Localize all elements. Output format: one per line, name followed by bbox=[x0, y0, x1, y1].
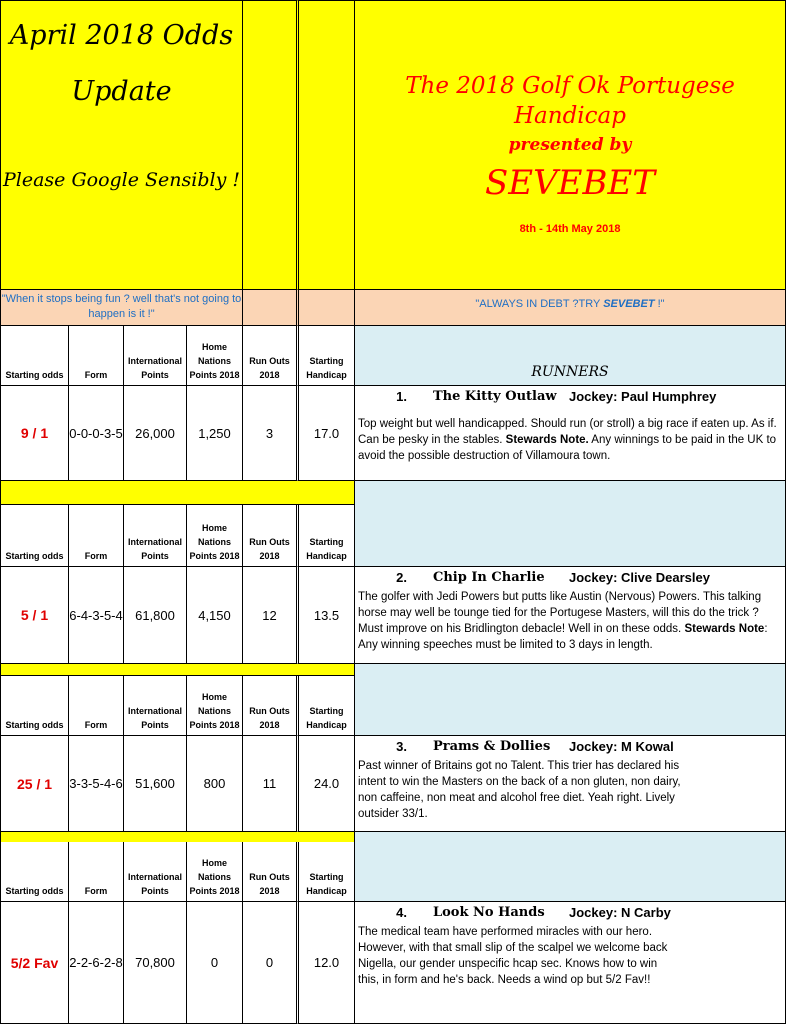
column-header-label: Form bbox=[84, 886, 108, 896]
slogan-right-suffix: !" bbox=[654, 298, 665, 310]
event-dates: 8th - 14th May 2018 bbox=[519, 223, 621, 235]
column-header-label: Run Outs 2018 bbox=[249, 537, 290, 561]
runner-intl-points: 51,600 bbox=[135, 776, 175, 791]
column-header-label: Run Outs 2018 bbox=[249, 356, 290, 380]
title-cell bbox=[0, 0, 243, 290]
runner-intl-points-cell bbox=[124, 386, 187, 481]
column-header-label: International Points bbox=[127, 537, 182, 561]
runner-jockey: Jockey: Clive Dearsley bbox=[569, 569, 710, 585]
column-header-run-outs bbox=[243, 326, 299, 386]
runner-odds-cell bbox=[0, 736, 69, 832]
runner-title bbox=[355, 567, 785, 587]
column-header-run-outs bbox=[243, 676, 299, 736]
column-header-run-outs bbox=[243, 842, 299, 902]
column-header-intl-points bbox=[124, 326, 187, 386]
runner-form-cell bbox=[69, 386, 124, 481]
runner-description bbox=[355, 756, 685, 822]
event-cell bbox=[355, 0, 786, 290]
separator-blue bbox=[355, 481, 786, 505]
runner-intl-points: 26,000 bbox=[135, 425, 175, 441]
runner-intl-points-cell bbox=[124, 902, 187, 1024]
runner-number: 2. bbox=[396, 569, 407, 585]
runners-header-cell bbox=[355, 676, 786, 736]
runner-run-outs-cell bbox=[243, 567, 299, 664]
column-header-label: Starting Handicap bbox=[306, 537, 347, 561]
runner-form: 6-4-3-5-4 bbox=[69, 607, 123, 623]
runner-odds: 25 / 1 bbox=[16, 775, 53, 792]
runner-handicap-cell bbox=[299, 736, 355, 832]
column-header-starting-odds bbox=[0, 842, 69, 902]
runner-handicap-cell bbox=[299, 567, 355, 664]
runner-description bbox=[355, 922, 685, 988]
runner-intl-points: 61,800 bbox=[135, 607, 175, 623]
runner-handicap: 13.5 bbox=[313, 607, 340, 623]
column-header-label: Form bbox=[84, 551, 108, 561]
column-header-home-nations bbox=[187, 326, 243, 386]
runner-home-points-cell bbox=[187, 902, 243, 1024]
runner-run-outs-cell bbox=[243, 902, 299, 1024]
runner-form-cell bbox=[69, 567, 124, 664]
separator-row bbox=[0, 664, 355, 676]
presented-by: presented by bbox=[508, 135, 632, 155]
runner-description-text: Top weight but well handicapped. Should run (or stroll) a big race if eaten up. As if. Can be pesky in the stables. bbox=[358, 418, 777, 446]
runner-home-points: 1,250 bbox=[198, 425, 231, 441]
column-header-label: Starting Handicap bbox=[306, 706, 347, 730]
column-header-label: Home Nations Points 2018 bbox=[189, 523, 240, 561]
column-header-label: Starting odds bbox=[5, 886, 64, 896]
stewards-note-text: Any winnings to be paid in the UK to avoid the possible destruction of Villamoura town. bbox=[358, 434, 777, 462]
runner-home-points: 0 bbox=[210, 955, 219, 970]
runner-form: 3-3-5-4-6 bbox=[69, 776, 123, 791]
column-header-home-nations bbox=[187, 505, 243, 567]
column-header-label: International Points bbox=[127, 872, 182, 896]
title-subtitle: Please Google Sensibly ! bbox=[2, 168, 241, 191]
runner-jockey: Jockey: Paul Humphrey bbox=[569, 388, 717, 404]
runner-title bbox=[355, 736, 785, 756]
runner-form-cell bbox=[69, 902, 124, 1024]
runner-odds: 5/2 Fav bbox=[10, 954, 59, 971]
runner-odds-cell bbox=[0, 567, 69, 664]
column-header-label: Starting Handicap bbox=[306, 356, 347, 380]
column-header-form bbox=[69, 505, 124, 567]
separator-blue bbox=[355, 664, 786, 676]
title-line-2: Update bbox=[71, 75, 172, 107]
stewards-note-text: : Any winning speeches must be limited to 3 days in length. bbox=[358, 623, 768, 651]
column-header-label: Run Outs 2018 bbox=[249, 872, 290, 896]
stewards-note-label: Stewards Note. bbox=[505, 434, 589, 446]
runner-home-points-cell bbox=[187, 386, 243, 481]
column-header-label: Starting odds bbox=[5, 720, 64, 730]
runner-run-outs: 3 bbox=[265, 425, 274, 441]
runner-description bbox=[355, 587, 785, 653]
column-header-label: Starting Handicap bbox=[306, 872, 347, 896]
runner-description-cell bbox=[355, 736, 786, 832]
runner-home-points-cell bbox=[187, 567, 243, 664]
slogan-right-prefix: "ALWAYS IN DEBT ?TRY bbox=[475, 298, 604, 310]
stewards-note-label: Stewards Note bbox=[684, 623, 765, 635]
column-header-label: International Points bbox=[127, 356, 182, 380]
runner-run-outs: 12 bbox=[262, 607, 277, 623]
runner-description-cell bbox=[355, 567, 786, 664]
column-header-starting-odds bbox=[0, 676, 69, 736]
runner-jockey: Jockey: N Carby bbox=[569, 904, 671, 920]
runner-description-text: The golfer with Jedi Powers but putts like Austin (Nervous) Powers. This talking horse may well be tounge tied for the Portugese Masters, will this do the trick ? Must improve on his Bridlington debacle! Well in on these odds. bbox=[358, 591, 762, 635]
column-header-handicap bbox=[299, 842, 355, 902]
blank-header-cell-1 bbox=[243, 0, 299, 290]
runner-jockey: Jockey: M Kowal bbox=[569, 738, 674, 754]
slogan-left bbox=[0, 290, 243, 326]
runner-handicap: 17.0 bbox=[313, 425, 340, 441]
runner-home-points-cell bbox=[187, 736, 243, 832]
column-header-intl-points bbox=[124, 676, 187, 736]
column-header-label: Home Nations Points 2018 bbox=[189, 858, 240, 896]
column-header-starting-odds bbox=[0, 326, 69, 386]
runners-heading: RUNNERS bbox=[531, 364, 609, 380]
column-header-handicap bbox=[299, 505, 355, 567]
runner-odds-cell bbox=[0, 386, 69, 481]
column-header-label: Run Outs 2018 bbox=[249, 706, 290, 730]
column-header-starting-odds bbox=[0, 505, 69, 567]
runner-form: 2-2-6-2-8 bbox=[69, 955, 123, 970]
runner-form: 0-0-0-3-5 bbox=[69, 425, 123, 441]
event-title-line-1: The 2018 Golf Ok Portugese bbox=[405, 73, 735, 99]
runner-title bbox=[355, 386, 785, 406]
column-header-label: Starting odds bbox=[5, 370, 64, 380]
runner-home-points: 4,150 bbox=[198, 607, 231, 623]
event-title-line-2: Handicap bbox=[514, 103, 626, 129]
runner-name: Look No Hands bbox=[433, 904, 545, 920]
runner-number: 4. bbox=[396, 904, 407, 920]
column-header-run-outs bbox=[243, 505, 299, 567]
runner-form-cell bbox=[69, 736, 124, 832]
slogan-right-brand: SEVEBET bbox=[603, 298, 655, 310]
runner-intl-points-cell bbox=[124, 736, 187, 832]
runner-description-text: The medical team have performed miracles with our hero. However, with that small slip of the scalpel we welcome back Nigella, our gender unspecific hcap sec. Knows how to win this, in form and he's back. Needs a wind op but 5/2 Fav!! bbox=[358, 926, 668, 986]
runner-intl-points: 70,800 bbox=[135, 955, 175, 970]
runner-odds: 9 / 1 bbox=[20, 425, 49, 441]
runner-handicap-cell bbox=[299, 902, 355, 1024]
column-header-handicap bbox=[299, 676, 355, 736]
slogan-blank-1 bbox=[243, 290, 299, 326]
column-header-intl-points bbox=[124, 842, 187, 902]
runner-odds: 5 / 1 bbox=[20, 607, 49, 623]
runner-description-text: Past winner of Britains got no Talent. This trier has declared his intent to win the Masters on the back of a non gluten, non dairy, non caffeine, non meat and alcohol free diet. Yeah right. Lively outsider 33/1. bbox=[358, 760, 681, 820]
runner-number: 3. bbox=[396, 738, 407, 754]
runner-handicap-cell bbox=[299, 386, 355, 481]
runner-run-outs: 11 bbox=[262, 776, 277, 791]
column-header-label: Home Nations Points 2018 bbox=[189, 692, 240, 730]
runner-run-outs: 0 bbox=[265, 955, 274, 970]
runner-handicap: 12.0 bbox=[313, 955, 340, 970]
runner-description bbox=[355, 406, 785, 464]
slogan-blank-2 bbox=[299, 290, 355, 326]
runner-home-points: 800 bbox=[203, 776, 226, 791]
column-header-intl-points bbox=[124, 505, 187, 567]
title-line-1: April 2018 Odds bbox=[9, 20, 234, 51]
runners-header-cell bbox=[355, 842, 786, 902]
column-header-form bbox=[69, 326, 124, 386]
sponsor-name: SEVEBET bbox=[485, 163, 655, 203]
runners-header-cell bbox=[355, 505, 786, 567]
runner-name: Prams & Dollies bbox=[433, 738, 551, 754]
separator-row bbox=[0, 481, 355, 505]
column-header-form bbox=[69, 842, 124, 902]
column-header-label: International Points bbox=[127, 706, 182, 730]
runner-run-outs-cell bbox=[243, 386, 299, 481]
runner-handicap: 24.0 bbox=[313, 776, 340, 791]
slogan-left-text: "When it stops being fun ? well that's not going to happen is it !" bbox=[1, 293, 242, 320]
runner-description-cell bbox=[355, 902, 786, 1024]
runner-description-cell bbox=[355, 386, 786, 481]
column-header-form bbox=[69, 676, 124, 736]
runner-name: Chip In Charlie bbox=[433, 569, 545, 585]
column-header-handicap bbox=[299, 326, 355, 386]
column-header-label: Home Nations Points 2018 bbox=[189, 342, 240, 380]
runner-title bbox=[355, 902, 785, 922]
column-header-label: Starting odds bbox=[5, 551, 64, 561]
blank-header-cell-2 bbox=[299, 0, 355, 290]
runner-run-outs-cell bbox=[243, 736, 299, 832]
runner-intl-points-cell bbox=[124, 567, 187, 664]
runner-odds-cell bbox=[0, 902, 69, 1024]
column-header-label: Form bbox=[84, 370, 108, 380]
column-header-home-nations bbox=[187, 842, 243, 902]
runners-header-cell bbox=[355, 326, 786, 386]
slogan-right bbox=[355, 290, 786, 326]
runner-name: The Kitty Outlaw bbox=[433, 388, 557, 404]
column-header-label: Form bbox=[84, 720, 108, 730]
column-header-home-nations bbox=[187, 676, 243, 736]
runner-number: 1. bbox=[396, 388, 407, 404]
